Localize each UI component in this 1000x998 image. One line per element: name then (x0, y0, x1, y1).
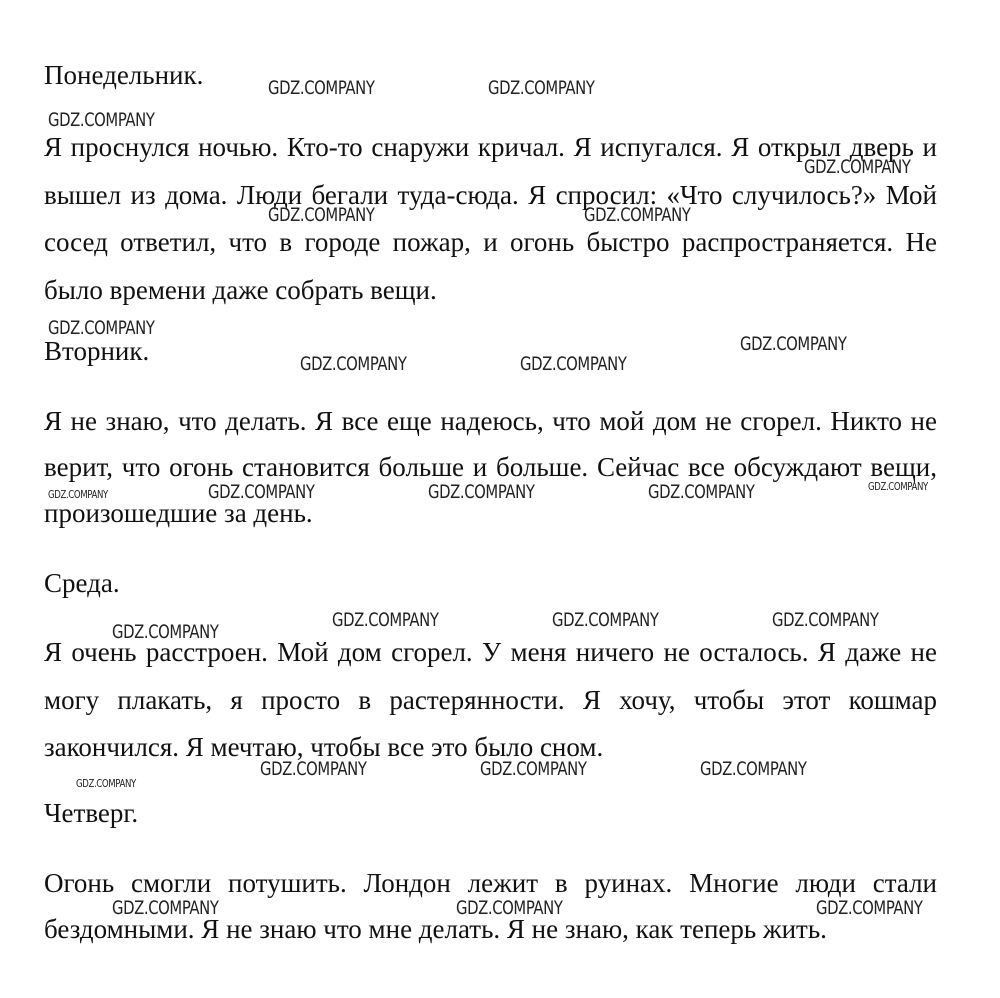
watermark-text: GDZ.COMPANY (268, 77, 375, 99)
watermark-text: GDZ.COMPANY (300, 353, 407, 375)
watermark-text: GDZ.COMPANY (76, 777, 136, 790)
day-heading-wednesday: Среда. (44, 568, 120, 598)
day-heading-thursday: Четверг. (44, 798, 139, 828)
watermark-text: GDZ.COMPANY (480, 758, 587, 780)
watermark-text: GDZ.COMPANY (520, 353, 627, 375)
watermark-text: GDZ.COMPANY (584, 204, 691, 226)
diary-entry-monday: Я проснулся ночью. Кто-то снаружи кричал. Я испугался. Я открыл дверь и вышел из дома. Люди бегали туда-сюда. Я спросил: «Что случилось?» Мой сосед ответил, что в городе пожар, и огонь быстро распространяется. Не было времени даже собрать вещи. (44, 132, 937, 305)
watermark-text: GDZ.COMPANY (428, 481, 535, 503)
watermark-text: GDZ.COMPANY (48, 317, 155, 339)
diary-entry-tuesday: Я не знаю, что делать. Я все еще надеюсь, что мой дом не сгорел. Никто не верит, что огонь становится больше и больше. Сейчас все обсуждают вещи, произошедшие за день. (44, 406, 937, 528)
watermark-text: GDZ.COMPANY (48, 488, 108, 501)
watermark-text: GDZ.COMPANY (456, 897, 563, 919)
watermark-text: GDZ.COMPANY (648, 481, 755, 503)
watermark-text: GDZ.COMPANY (208, 481, 315, 503)
watermark-text: GDZ.COMPANY (268, 204, 375, 226)
watermark-text: GDZ.COMPANY (48, 109, 155, 131)
watermark-text: GDZ.COMPANY (112, 621, 219, 643)
watermark-text: GDZ.COMPANY (804, 156, 911, 178)
day-heading-tuesday: Вторник. (44, 336, 150, 366)
diary-entry-wednesday: Я очень расстроен. Мой дом сгорел. У меня ничего не осталось. Я даже не могу плакать, я просто в растерянности. Я хочу, чтобы этот кошмар закончился. Я мечтаю, чтобы все это было сном. (44, 637, 937, 762)
watermark-text: GDZ.COMPANY (868, 480, 928, 493)
day-heading-monday: Понедельник. (44, 60, 204, 90)
watermark-text: GDZ.COMPANY (740, 333, 847, 355)
watermark-text: GDZ.COMPANY (772, 609, 879, 631)
watermark-text: GDZ.COMPANY (112, 897, 219, 919)
watermark-text: GDZ.COMPANY (552, 609, 659, 631)
diary-entry-thursday: Огонь смогли потушить. Лондон лежит в руинах. Многие люди стали бездомными. Я не знаю что мне делать. Я не знаю, как теперь жить. (44, 868, 937, 944)
watermark-text: GDZ.COMPANY (816, 897, 923, 919)
watermark-text: GDZ.COMPANY (488, 77, 595, 99)
watermark-text: GDZ.COMPANY (700, 758, 807, 780)
watermark-text: GDZ.COMPANY (260, 758, 367, 780)
watermark-text: GDZ.COMPANY (332, 609, 439, 631)
